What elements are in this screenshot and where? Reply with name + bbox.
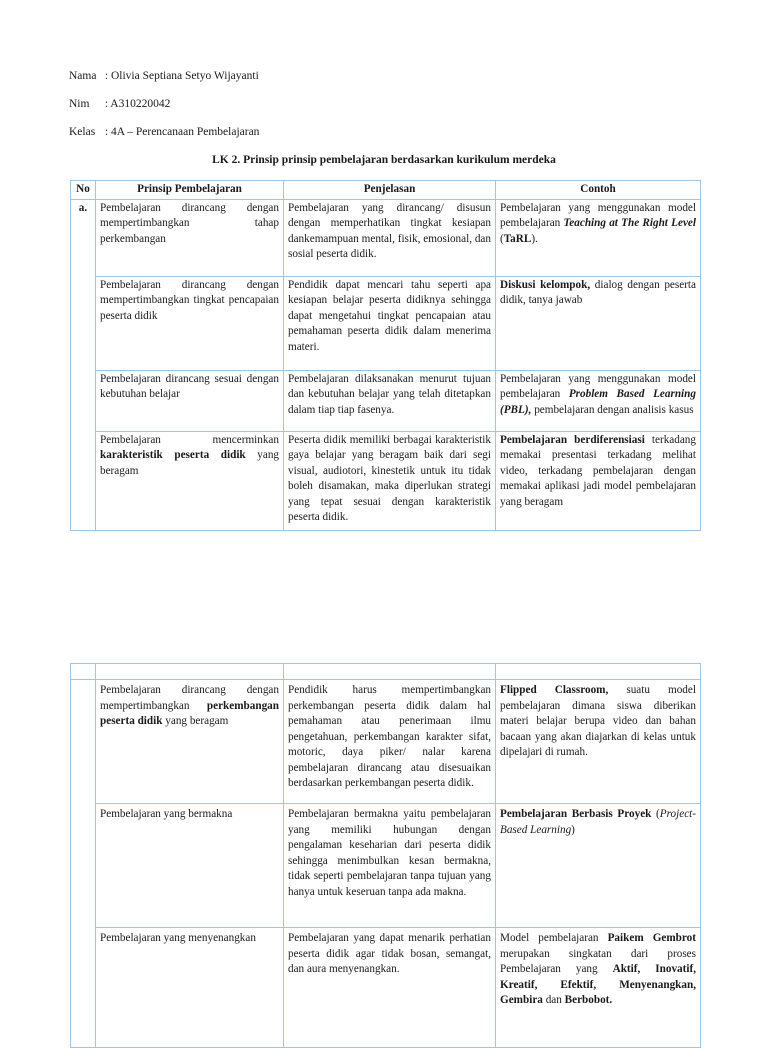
empty-cell [71,664,96,680]
nama-label: Nama [69,70,97,82]
text: dan [542,994,565,1006]
emphasis-text: Pembelajaran Berbasis Proyek [500,808,652,820]
cell-prinsip [96,370,284,431]
cell-penjelasan [284,431,496,530]
nim-label: Nim [69,98,90,110]
text: yang beragam [162,715,229,727]
cell-penjelasan [284,276,496,370]
emphasis-text: Project-Based Learning [500,808,697,836]
nim-value: : A310220042 [104,98,171,110]
principles-table-continued [70,663,701,1048]
text: Pembelajaran yang menyenangkan [100,932,256,944]
text: Pembelajaran dirancang dengan mempertimbangkan tahap perkembangan [100,201,279,245]
table-header-row [71,181,701,200]
empty-cell [96,664,284,680]
principles-table [70,180,701,531]
emphasis-text: Berbobot. [564,994,613,1006]
emphasis-text: Flipped Classroom, [500,684,609,696]
row-number: a. [71,199,96,530]
cell-contoh [496,928,701,1048]
emphasis-text: Pembelajaran berdiferensiasi [500,433,645,446]
header-nim [69,98,170,110]
cell-prinsip [96,431,284,530]
empty-cell [284,664,496,680]
empty-cell [496,664,701,680]
text: Pembelajaran yang bermakna [100,808,233,820]
kelas-value: : 4A – Perencanaan Pembelajaran [104,126,260,138]
table-row [71,680,701,804]
cell-prinsip [96,276,284,370]
table-row [71,276,701,370]
text: Pembelajaran yang dapat menarik perhatian peserta didik agar tidak bosan, semangat, dan aura menyenangkan. [288,932,491,975]
cell-penjelasan [284,680,496,804]
text: terkadang memakai presentasi terkadang melihat video, terkadang pembelajaran dengan memakai aplikasi jadi model pembelajaran yang beragam [500,433,696,508]
text: Model pembelajaran [500,932,608,944]
text: Pembelajaran mencerminkan [100,433,279,446]
document-title: LK 2. Prinsip prinsip pembelajaran berdasarkan kurikulum merdeka [212,154,556,166]
text: pembelajaran dengan analisis kasus [531,403,694,416]
text: suatu model pembelajaran dimana siswa diberikan materi belajar berupa video dan bahan bacaan yang akan diajarkan di kelas untuk dipelajari di rumah. [500,684,696,758]
cell-penjelasan [284,928,496,1048]
cell-prinsip [96,804,284,928]
cell-prinsip [96,928,284,1048]
text: Pembelajaran yang menggunakan model pembelajaran [500,201,696,229]
emphasis-text: Diskusi kelompok, [500,278,591,291]
row-number-empty [71,680,96,1048]
cell-contoh [496,370,701,431]
text: merupakan singkatan dari proses Pembelajaran yang [500,947,696,975]
header-prinsip: Prinsip Pembelajaran [96,181,284,200]
text: ) [571,823,575,836]
table-row [71,370,701,431]
text: Pembelajaran dirancang sesuai dengan kebutuhan belajar [100,372,279,400]
table-row [71,928,701,1048]
cell-contoh [496,276,701,370]
header-contoh: Contoh [496,181,701,200]
cell-contoh [496,199,701,276]
cell-prinsip [96,680,284,804]
cell-prinsip [96,199,284,276]
text: Pendidik harus mempertimbangkan perkembangan peserta didik dalam hal pemahaman atau penerimaan ilmu pengetahuan, perkembangan karakter sifat, motoric, daya piker/ nalar karena pembelajaran dirancang atau disesuaikan berdasarkan perkembangan peserta didik. [288,684,491,789]
nama-value: : Olivia Septiana Setyo Wijayanti [104,70,259,82]
header-no: No [71,181,96,200]
table-row [71,199,701,276]
emphasis-text: perkembangan peserta didik [100,699,279,727]
emphasis-text: Teaching at The Right Level [563,217,696,229]
text: yang beragam [100,449,280,477]
emphasis-text: karakteristik peserta didik [100,449,246,461]
text: Pembelajaran dirancang dengan mempertimbangkan tingkat pencapaian peserta didik [100,278,279,322]
emphasis-text: Problem Based Learning (PBL), [500,388,696,416]
text: ( [651,808,660,820]
header-kelas [69,126,259,138]
text: Pendidik dapat mencari tahu seperti apa kesiapan belajar peserta didiknya sehingga dapat mengetahui tingkat pencapaian atau pemahaman peserta didik dalam menerima materi. [288,278,491,353]
text: Pembelajaran bermakna yaitu pembelajaran yang memiliki hubungan dengan pengalaman keseharian dari peserta didik sehingga menimbulkan kesan bermakna, tidak seperti pembelajaran tanpa tujuan yang hanya untuk keseruan tanpa ada makna. [288,808,491,898]
cell-contoh [496,804,701,928]
emphasis-text: Paikem Gembrot [607,932,696,944]
table-row [71,431,701,530]
text: ( [500,232,504,245]
header-penjelasan: Penjelasan [284,181,496,200]
text: Peserta didik memiliki berbagai karakteristik gaya belajar yang beragam baik dari segi visual, audiotori, kinestetik untuk itu tidak boleh disamakan, maka diperlukan strategi yang tepat sesuai dengan karakteristik peserta didik. [288,433,491,523]
emphasis-text: TaRL [503,232,532,245]
text: Pembelajaran yang menggunakan model pembelajaran [500,372,696,400]
cell-penjelasan [284,199,496,276]
text: Pembelajaran dirancang dengan mempertimbangkan [100,684,279,712]
cell-penjelasan [284,804,496,928]
table-row [71,804,701,928]
cell-contoh [496,680,701,804]
text: dialog dengan peserta didik, tanya jawab [500,278,696,306]
text: Pembelajaran yang dirancang/ disusun dengan memperhatikan tingkat kesiapan dankemampuan mental, fisik, emosional, dan sosial peserta didik. [288,201,491,260]
text: ). [531,232,538,245]
cell-penjelasan [284,370,496,431]
emphasis-text: Aktif, Inovatif, Kreatif, Efektif, Menyenangkan, Gembira [500,963,696,1006]
text: Pembelajaran dilaksanakan menurut tujuan dan kebutuhan belajar yang telah ditetapkan dalam tiap tiap fasenya. [288,372,491,416]
kelas-label: Kelas [69,126,96,138]
header-nama [69,70,259,82]
cell-contoh [496,431,701,530]
table-header-row [71,664,701,680]
